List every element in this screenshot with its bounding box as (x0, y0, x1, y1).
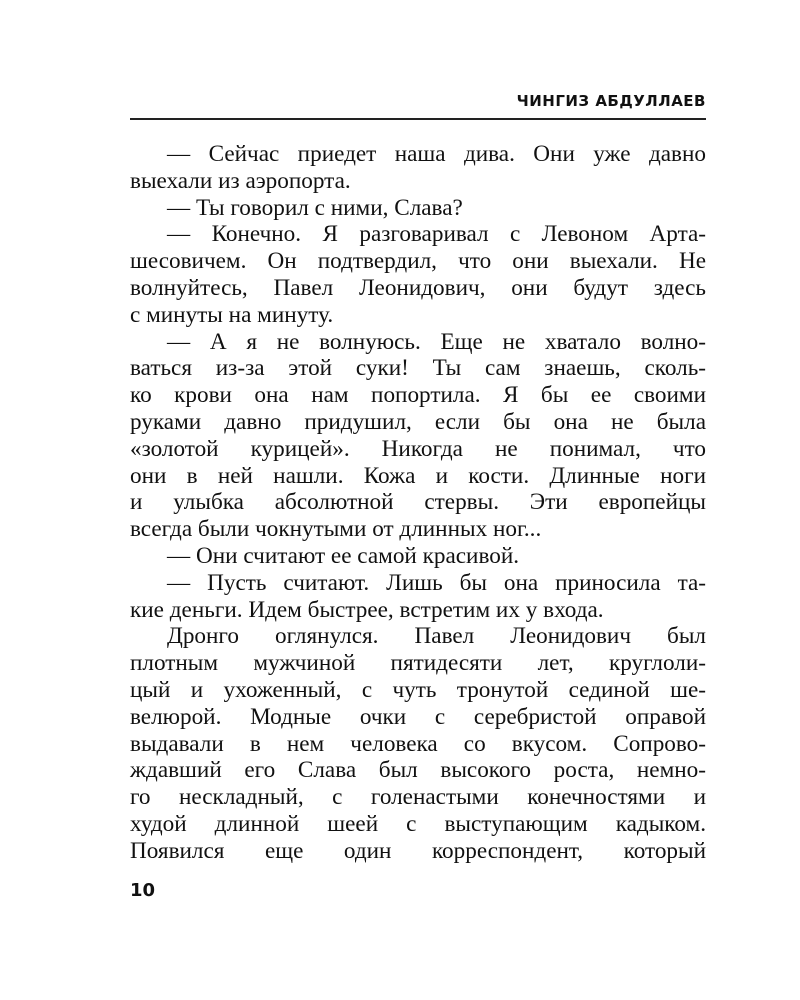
text-line: всегда были чокнутыми от длинных ног... (130, 516, 542, 543)
text-line: шесовичем. Он подтвердил, что они выехали. Не (130, 248, 706, 275)
text-line: руками давно придушил, если бы она не была (130, 408, 706, 435)
text-line: ждавший его Слава был высокого роста, немно- (130, 757, 706, 784)
text-line: Дронго оглянулся. Павел Леонидович был (167, 623, 706, 650)
text-line: выдавали в нем человека со вкусом. Сопрово- (130, 730, 706, 757)
text-line: ваться из-за этой суки! Ты сам знаешь, сколь- (130, 355, 706, 382)
text-line: — Ты говорил с ними, Слава? (167, 194, 463, 221)
text-line: волнуйтесь, Павел Леонидович, они будут здесь (130, 274, 706, 301)
text-line: с минуты на минуту. (130, 301, 334, 328)
text-line: — Пусть считают. Лишь бы она приносила та- (167, 569, 706, 596)
text-line: — Конечно. Я разговаривал с Левоном Арта- (167, 221, 706, 248)
text-line: цый и ухоженный, с чуть тронутой сединой ше- (130, 676, 706, 703)
text-line: худой длинной шеей с выступающим кадыком. (130, 810, 706, 837)
text-line: Появился еще один корреспондент, который (130, 837, 706, 864)
text-line: — Сейчас приедет наша дива. Они уже давно (167, 141, 706, 167)
body-text (130, 141, 706, 865)
author-name: ЧИНГИЗ АБДУЛЛАЕВ (516, 92, 706, 110)
text-line: «золотой курицей». Никогда не понимал, что (130, 435, 706, 462)
text-line: ко крови она нам попортила. Я бы ее своими (130, 382, 706, 409)
text-line: кие деньги. Идем быстрее, встретим их у входа. (130, 596, 604, 623)
text-line: — Они считают ее самой красивой. (167, 542, 520, 569)
page-number: 10 (130, 880, 156, 901)
text-line: и улыбка абсолютной стервы. Эти европейцы (130, 489, 706, 516)
text-line: они в ней нашли. Кожа и кости. Длинные ноги (130, 462, 706, 489)
text-line: — А я не волнуюсь. Еще не хватало волно- (167, 328, 706, 355)
running-header (130, 90, 706, 120)
text-line: велюрой. Модные очки с серебристой оправой (130, 703, 706, 730)
text-line: го нескладный, с голенастыми конечностями и (130, 784, 706, 811)
text-line: выехали из аэропорта. (130, 167, 351, 194)
text-line: плотным мужчиной пятидесяти лет, круглоли- (130, 650, 706, 677)
